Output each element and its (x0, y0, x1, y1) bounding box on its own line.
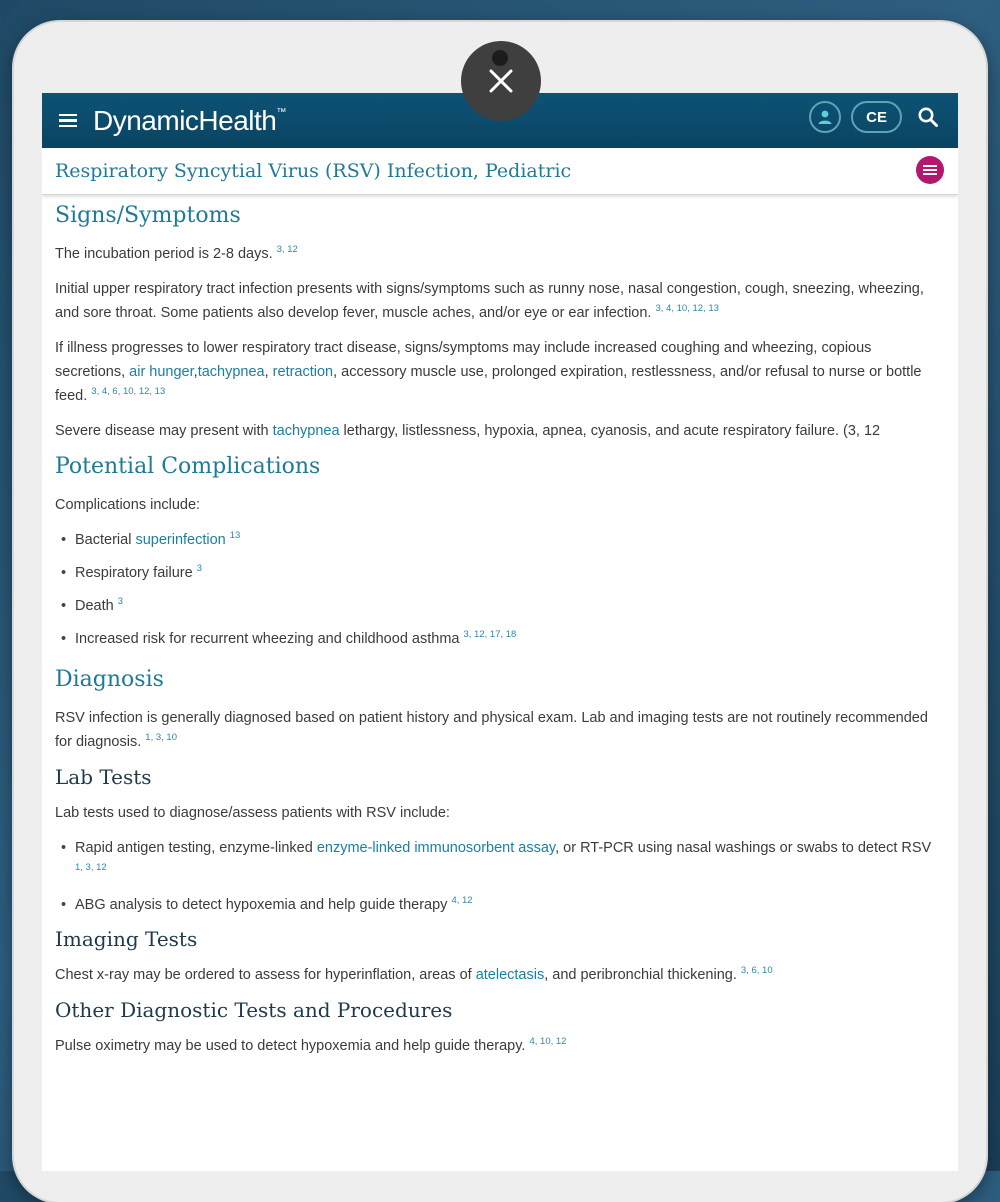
section-heading-signs: Signs/Symptoms (55, 203, 241, 228)
paragraph: Chest x-ray may be ordered to assess for hyperinflation, areas of atelectasis, and peribronchial thickening. $^{3, 6, 10}$ (55, 965, 773, 983)
reference-link[interactable]: 1, 3, 12 (75, 862, 107, 874)
paragraph: The incubation period is 2-8 days. $^{3, 12}$ (55, 244, 298, 262)
subsection-heading-lab-tests: Lab Tests (55, 765, 152, 789)
reference-link[interactable]: 4, 10, 12 (529, 1036, 567, 1048)
term-link-superinfection[interactable]: superinfection (135, 532, 226, 548)
camera-lens (492, 50, 508, 66)
topic-title-bar (42, 148, 958, 195)
close-icon (486, 66, 516, 96)
header-actions (809, 101, 944, 133)
reference-link[interactable]: 3, 12 (276, 244, 298, 256)
ce-button[interactable] (851, 101, 902, 133)
brand-name: DynamicHealth (93, 104, 277, 136)
app-screen (42, 93, 958, 1171)
list-item: • ABG analysis to detect hypoxemia and help guide therapy $^{4, 12}$ (75, 893, 942, 917)
reference-link[interactable]: 1, 3, 10 (145, 732, 177, 744)
term-link-retraction[interactable]: retraction (272, 364, 334, 380)
term-link-atelectasis[interactable]: atelectasis (475, 967, 545, 983)
lab-tests-list (55, 836, 942, 917)
section-heading-diagnosis: Diagnosis (55, 667, 164, 692)
paragraph: Pulse oximetry may be used to detect hypoxemia and help guide therapy. $^{4, 10, 12}$ (55, 1036, 567, 1054)
reference-link[interactable]: 4, 12 (451, 895, 473, 907)
trademark-mark: ™ (276, 106, 286, 118)
section-heading-complications: Potential Complications (55, 454, 321, 479)
user-icon (816, 108, 834, 126)
list-item: • Increased risk for recurrent wheezing and childhood asthma $^{3, 12, 17, 18}$ (75, 627, 942, 651)
article-content (42, 195, 958, 1058)
reference-link[interactable]: 3 (117, 596, 124, 608)
term-link-air-hunger[interactable]: air hunger (129, 364, 194, 380)
subsection-heading-other-tests: Other Diagnostic Tests and Procedures (55, 998, 453, 1022)
search-icon (917, 106, 939, 128)
term-link-tachypnea[interactable]: tachypnea (197, 364, 265, 380)
paragraph: Lab tests used to diagnose/assess patients with RSV include: (55, 805, 450, 821)
paragraph: RSV infection is generally diagnosed based on patient history and physical exam. Lab and imaging tests are not routinely recommended for diagnosis. $^{1, 3, 10}$ (55, 710, 928, 750)
list-item: • Bacterial superinfection $^{13}$ (75, 528, 942, 552)
brand-logo[interactable] (93, 105, 286, 137)
reference-link[interactable]: 13 (229, 530, 241, 542)
table-of-contents-button[interactable] (916, 156, 944, 184)
ce-label: CE (866, 108, 887, 126)
reference-link[interactable]: 3, 6, 10 (740, 965, 773, 977)
hamburger-menu-icon[interactable] (59, 111, 77, 131)
reference-link[interactable]: 3, 4, 6, 10, 12, 13 (91, 386, 166, 398)
search-button[interactable] (912, 101, 944, 133)
paragraph: Severe disease may present with tachypnea lethargy, listlessness, hypoxia, apnea, cyanosis, and acute respiratory failure. (3, 12 (55, 423, 881, 439)
reference-link[interactable]: 3 (196, 563, 202, 575)
paragraph: If illness progresses to lower respiratory tract disease, signs/symptoms may include increased coughing and wheezing, copious secretions, air hunger,tachypnea, retraction, accessory muscle use, prolonged expiration, restlessness, and/or refusal to nurse or bottle feed. $^{3, 4, 6, 10, 12, 13}$ (55, 340, 922, 404)
complications-list (55, 528, 942, 651)
user-profile-button[interactable] (809, 101, 841, 133)
paragraph: Initial upper respiratory tract infection presents with signs/symptoms such as runny nose, nasal congestion, cough, sneezing, wheezing, and sore throat. Some patients also develop fever, muscle aches, and/or eye or ear infection. $^{3, 4, 10, 12, 13}$ (55, 281, 924, 321)
list-item: • Respiratory failure $^3$ (75, 561, 942, 585)
subsection-heading-imaging-tests: Imaging Tests (55, 927, 198, 951)
paragraph: Complications include: (55, 497, 201, 513)
reference-link[interactable]: 3, 12, 17, 18 (463, 629, 517, 641)
topic-title: Respiratory Syncytial Virus (RSV) Infection, Pediatric (55, 160, 572, 182)
reference-link[interactable]: 3, 4, 10, 12, 13 (655, 303, 719, 315)
list-icon (923, 164, 937, 176)
list-item: • Rapid antigen testing, enzyme-linked enzyme-linked immunosorbent assay, or RT-PCR using nasal washings or swabs to detect RSV $^{1, 3, 12}$ (75, 836, 942, 884)
term-link-elisa[interactable]: enzyme-linked immunosorbent assay (316, 840, 556, 856)
list-item: • Death $^3$ (75, 594, 942, 618)
term-link-tachypnea[interactable]: tachypnea (272, 423, 340, 439)
